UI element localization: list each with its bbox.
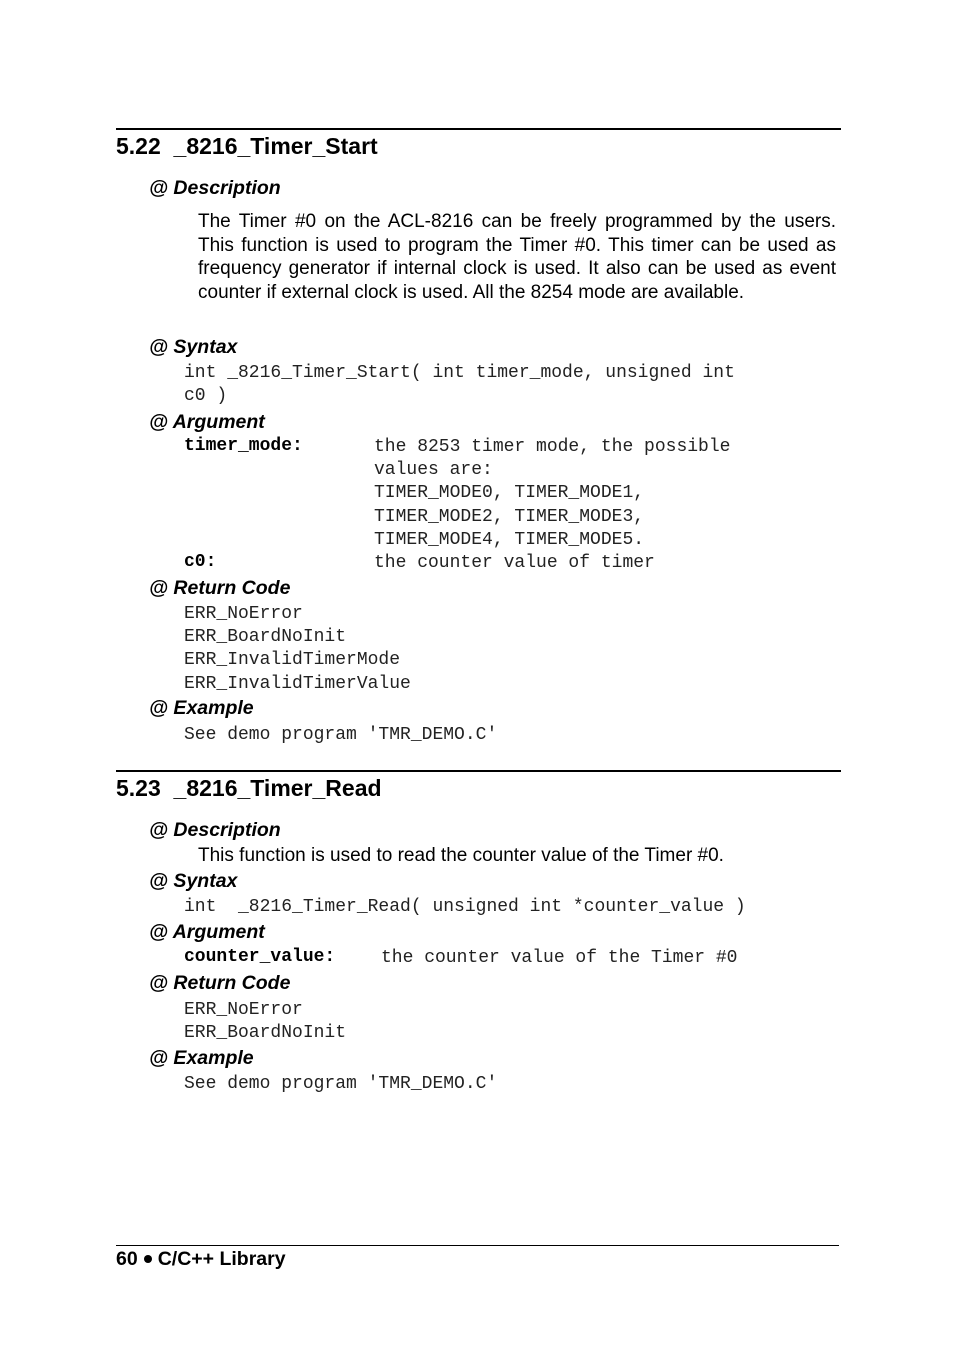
argument-desc-line: the counter value of the Timer #0 (381, 948, 738, 968)
argument-desc-line: TIMER_MODE2, TIMER_MODE3, (374, 507, 645, 527)
argument-name: counter_value: (184, 947, 336, 967)
footer-rule (116, 1245, 839, 1246)
description-text: The Timer #0 on the ACL-8216 can be freely programmed by the users. This function is used to program the Timer #0. This timer can be used as frequency generator if internal clock is used. It also can be used as event counter if external clock is used. All the 8254 mode are available. (198, 211, 836, 303)
return-code: ERR_BoardNoInit (184, 1023, 347, 1043)
return-code: ERR_InvalidTimerMode (184, 650, 401, 670)
section-heading: 5.23 _8216_Timer_Read (116, 775, 382, 801)
description-label: @ Description (149, 177, 281, 199)
section-heading: 5.22 _8216_Timer_Start (116, 133, 378, 159)
footer-title: C/C++ Library (157, 1248, 286, 1270)
section-rule (116, 770, 841, 772)
page-number: 60 (116, 1248, 138, 1270)
argument-name: c0: (184, 552, 217, 572)
description-text: This function is used to read the counter value of the Timer #0. (198, 845, 724, 866)
syntax-label: @ Syntax (149, 336, 238, 358)
syntax-label: @ Syntax (149, 870, 238, 892)
argument-name: timer_mode: (184, 436, 303, 456)
syntax-line: int _8216_Timer_Read( unsigned int *counter_value ) (184, 897, 746, 917)
example-text: See demo program 'TMR_DEMO.C' (184, 1074, 498, 1094)
argument-desc-line: TIMER_MODE0, TIMER_MODE1, (374, 483, 645, 503)
return-code-label: @ Return Code (149, 972, 291, 994)
example-text: See demo program 'TMR_DEMO.C' (184, 725, 498, 745)
return-code: ERR_BoardNoInit (184, 627, 347, 647)
argument-desc-line: TIMER_MODE4, TIMER_MODE5. (374, 530, 645, 550)
bullet-icon (144, 1255, 152, 1263)
argument-label: @ Argument (149, 921, 265, 943)
return-code: ERR_NoError (184, 604, 303, 624)
argument-label: @ Argument (149, 411, 265, 433)
example-label: @ Example (149, 697, 254, 719)
syntax-line: c0 ) (184, 386, 228, 406)
section-rule (116, 128, 841, 130)
return-code: ERR_InvalidTimerValue (184, 674, 411, 694)
argument-desc-line: the counter value of timer (374, 553, 655, 573)
page-footer (116, 1248, 286, 1271)
return-code: ERR_NoError (184, 1000, 303, 1020)
example-label: @ Example (149, 1047, 254, 1069)
return-code-label: @ Return Code (149, 577, 291, 599)
syntax-line: int _8216_Timer_Start( int timer_mode, unsigned int (184, 363, 735, 383)
argument-desc-line: values are: (374, 460, 493, 480)
argument-desc-line: the 8253 timer mode, the possible (374, 437, 731, 457)
description-label: @ Description (149, 819, 281, 841)
